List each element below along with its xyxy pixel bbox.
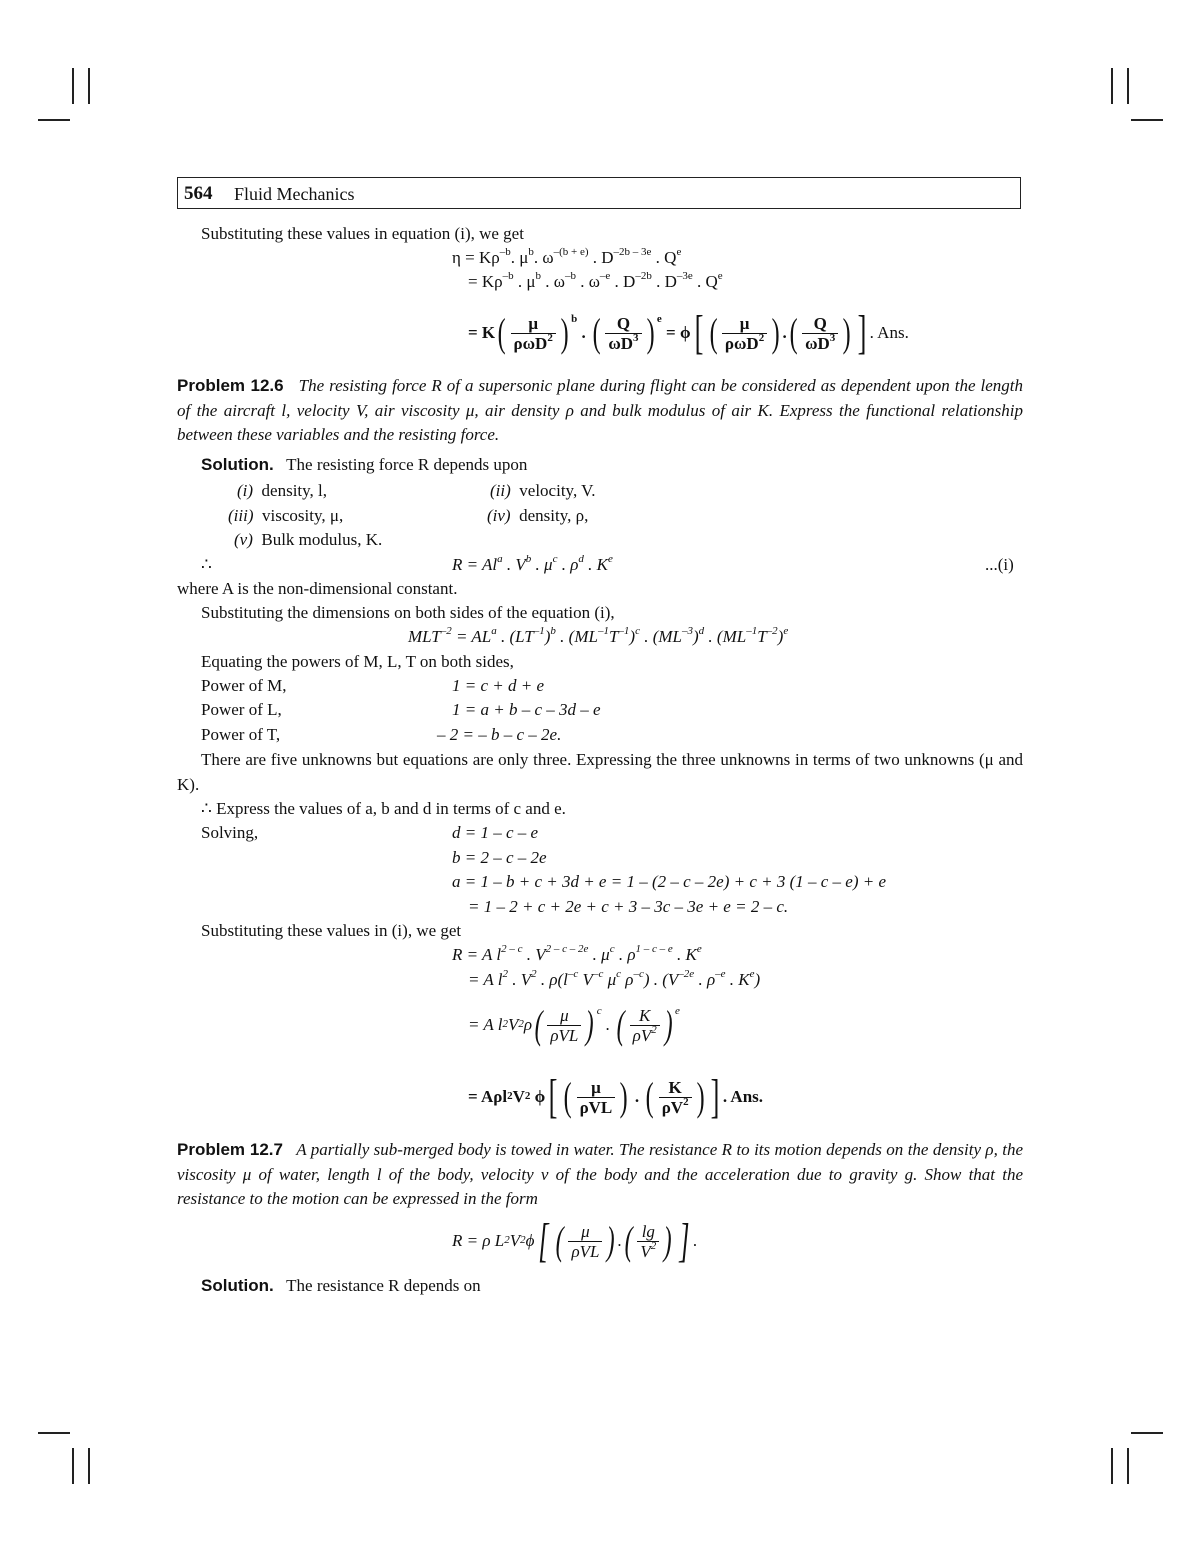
problem-12-7-label: Problem 12.7 — [177, 1140, 283, 1159]
problem-12-7-statement: Problem 12.7 A partially sub-merged body is towed in water. The resistance R to its motion depends on the density ρ, the viscosity μ of water, length l of the body, velocity v of the body and the acceleration due to gravity g. Show that the resistance to the motion can be expressed in the form — [177, 1140, 1024, 1208]
crop-mark-top-left-v1 — [72, 68, 74, 104]
power-m-label: Power of M, — [201, 676, 287, 695]
power-t-eq: – 2 = – b – c – 2e. — [437, 725, 562, 744]
r-result-final: = Aρl $^2$ V $^2$ ϕ [ ( $\frac{\mu}{\text{ρVL}}$ ) . ( $\frac{K}{\rho V^2}$ ) ] . Ans. — [468, 1070, 764, 1123]
equating-text: Equating the powers of M, L, T on both sides, — [201, 652, 514, 671]
r-equation: $R = Al^a$ . $V^b$ . $\mu^c$ . $\rho^d$ . $K^e$ — [452, 553, 613, 574]
crop-mark-bottom-left-v2 — [88, 1448, 90, 1484]
list-item-iii: (iii) viscosity, μ, — [228, 506, 344, 525]
d-equation: d = 1 – c – e — [452, 823, 539, 842]
a-equation-cont: = 1 – 2 + c + 2e + c + 3 – 3c – 3e + e = 2 – c. — [468, 897, 789, 916]
express-text: ∴ Express the values of a, b and d in terms of c and e. — [201, 799, 566, 818]
list-item-v: (v) Bulk modulus, K. — [234, 530, 383, 549]
a-equation: a = 1 – b + c + 3d + e = 1 – (2 – c – 2e) + c + 3 (1 – c – e) + e — [452, 872, 887, 891]
r-result-2: = A $l^2$ . $V^2$ . $\rho(l^{-c}$ $V^{-c}$ $\mu^c$ $\rho^{-c}$) . ($V^{-2e}$ . $\rho^{-e}$ . $K^e$) — [468, 968, 761, 989]
eta-equation-1: $\eta = K\rho^{-b}$. $\mu^b$. $\omega^{-(b + e)}$ . $D^{-2b - 3e}$ . $Q^e$ — [452, 246, 682, 267]
problem-12-6-label: Problem 12.6 — [177, 376, 284, 395]
solution-12-6-intro: Solution. The resisting force R depends upon — [201, 455, 528, 474]
eta-equation-2: = $K\rho^{-b}$ . $\mu^b$ . $\omega^{-b}$ . $\omega^{-e}$ . $D^{-2b}$ . $D^{-3e}$ . $Q^e$ — [468, 270, 723, 291]
crop-mark-top-right-h — [1131, 119, 1163, 121]
crop-mark-top-left-v2 — [88, 68, 90, 104]
solving-label: Solving, — [201, 823, 259, 842]
r-result-1: R = A $l^{2 - c}$ . $V^{2 - c - 2e}$ . $\mu^c$ . $\rho^{1 - c - e}$ . $K^e$ — [452, 943, 702, 964]
dimension-equation: $MLT^{-2} = AL^a$ . $(LT^{-1})^b$ . $(ML^{-1}T^{-1})^c$ . $(ML^{-3})^d$ . $(ML^{-1}T^{-2})^e$ — [408, 625, 789, 646]
running-title: Fluid Mechanics — [234, 184, 355, 204]
solution-12-7-intro: Solution. The resistance R depends on — [201, 1276, 481, 1295]
crop-mark-bottom-right-v1 — [1111, 1448, 1113, 1484]
subst-values-text: Substituting these values in (i), we get — [201, 921, 462, 940]
power-l-label: Power of L, — [201, 700, 282, 719]
five-unknowns-text: There are five unknowns but equations are only three. Expressing the three unknowns in terms of two unknowns (μ and K). — [177, 750, 1023, 794]
power-m-eq: 1 = c + d + e — [452, 676, 545, 695]
list-item-iv: (iv) density, ρ, — [487, 506, 589, 525]
list-item-ii: (ii) velocity, V. — [490, 481, 596, 500]
page-number: 564 — [184, 183, 213, 204]
list-item-i: (i) density, l, — [237, 481, 328, 500]
r-result-3: = A l $^2$ V $^2$ ρ ( $\frac{\mu}{\text{ρVL}}$ ) $^c$ . ( $\frac{K}{\rho V^2}$ ) $^e$ — [468, 1002, 680, 1047]
crop-mark-bottom-left-h — [38, 1432, 70, 1434]
problem-12-6-statement: Problem 12.6 The resisting force R of a supersonic plane during flight can be considered as dependent upon the length of the aircraft l, velocity V, air viscosity μ, air density ρ and bulk modulus of air K. Express the functional relationship between these variables and the resisting force. — [177, 376, 1024, 444]
crop-mark-top-right-v2 — [1127, 68, 1129, 104]
crop-mark-top-right-v1 — [1111, 68, 1113, 104]
problem-12-7-formula: R = ρ L $^2$ V $^2$ ϕ [ ( $\frac{\mu}{\text{ρVL}}$ ) . ( $\frac{\lg}{V^2}$ ) ] . — [452, 1214, 698, 1267]
subst-dims-text: Substituting the dimensions on both sides of the equation (i), — [201, 603, 615, 622]
b-equation: b = 2 – c – 2e — [452, 848, 547, 867]
power-t-label: Power of T, — [201, 725, 281, 744]
therefore-symbol: ∴ — [201, 555, 212, 574]
crop-mark-top-left-h — [38, 119, 70, 121]
eta-equation-3: = K ( $\frac{\mu}{\rho\omega D^2}$ ) $^b$ . ( $\frac{Q}{\omega D^3}$ ) $^e$ = ϕ [ ( $\frac{\mu}{\rho\omega D^2}$ ) . ( $\frac{Q}{\omega D^3}$ ) ] . Ans. — [468, 306, 909, 359]
crop-mark-bottom-right-v2 — [1127, 1448, 1129, 1484]
equation-tag: ...(i) — [985, 555, 1014, 574]
intro-text: Substituting these values in equation (i), we get — [201, 224, 524, 243]
crop-mark-bottom-left-v1 — [72, 1448, 74, 1484]
power-l-eq: 1 = a + b – c – 3d – e — [452, 700, 601, 719]
crop-mark-bottom-right-h — [1131, 1432, 1163, 1434]
where-text: where A is the non-dimensional constant. — [177, 579, 458, 598]
